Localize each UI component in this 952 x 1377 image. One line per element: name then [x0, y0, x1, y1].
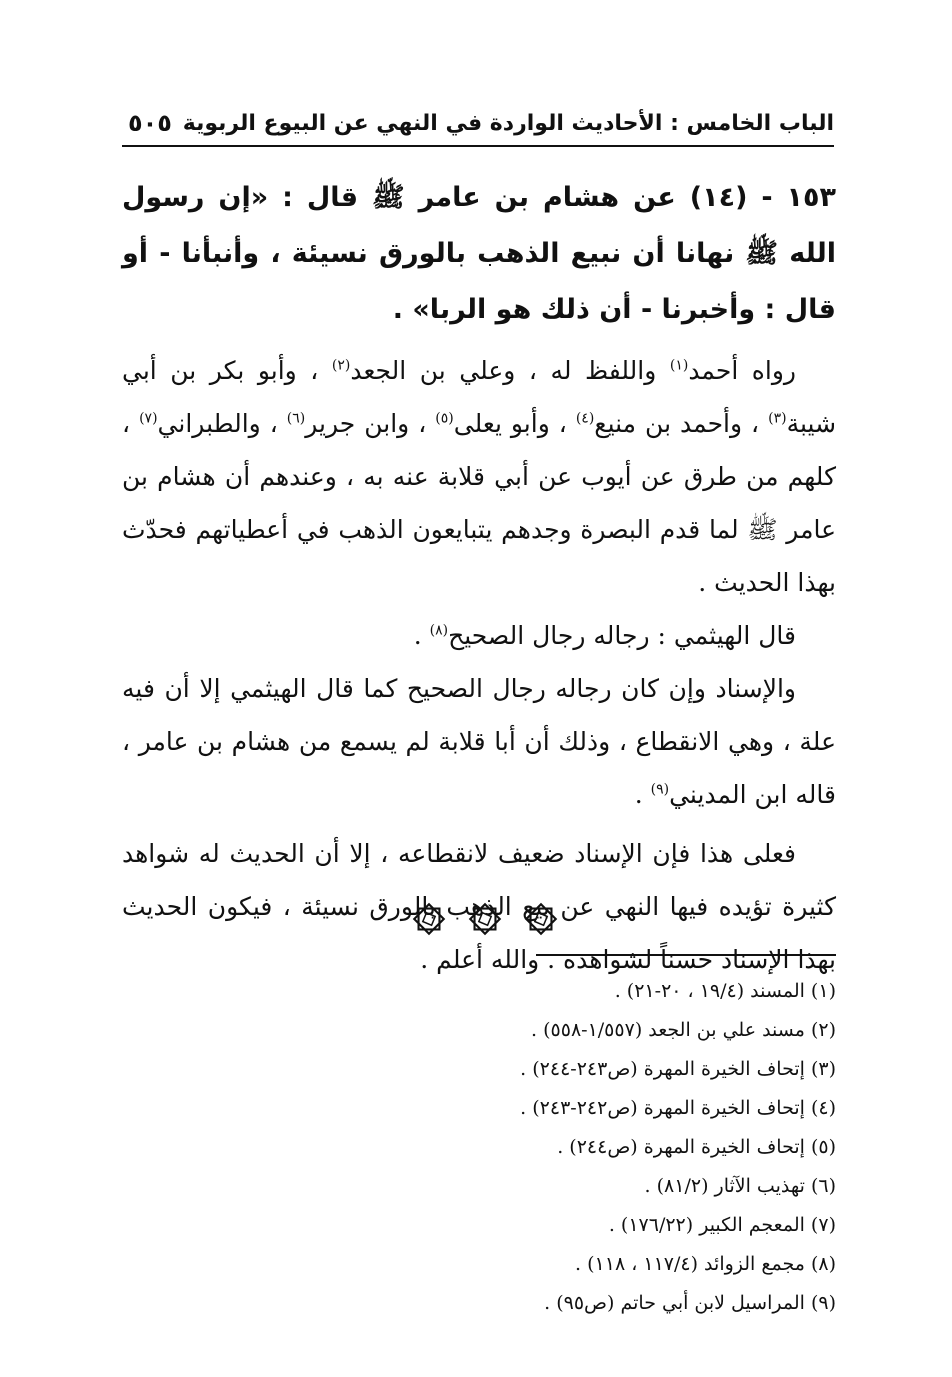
text-span: قال الهيثمي : رجاله رجال الصحيح	[448, 621, 796, 650]
paragraph-haythami	[122, 609, 836, 662]
text-span: ، والطبراني	[157, 409, 287, 438]
star-ornament-icon	[522, 900, 560, 938]
footnote-item: (٤) إتحاف الخيرة المهرة (ص٢٤٢-٢٤٣) .	[520, 1097, 836, 1119]
footnote-ref: (٧)	[139, 410, 158, 427]
footnotes	[122, 972, 836, 1323]
text-span: ، وأبو بكر بن أبي شيبة	[122, 356, 837, 438]
text-span: ، وأبو يعلى	[453, 409, 576, 438]
footnote-item: (٣) إتحاف الخيرة المهرة (ص٢٤٣-٢٤٤) .	[520, 1058, 836, 1080]
footnote-item: (٥) إتحاف الخيرة المهرة (ص٢٤٤) .	[557, 1136, 836, 1158]
footnote-ref: (٢)	[331, 357, 351, 374]
footnote-item: (١) المسند (١٩/٤ ، ٢٠-٢١) .	[614, 980, 836, 1002]
star-ornament-icon	[410, 900, 448, 938]
footnote-item: (٨) مجمع الزوائد (١١٧/٤ ، ١١٨) .	[575, 1253, 836, 1275]
footnote-item: (٧) المعجم الكبير (١٧٦/٢٢) .	[608, 1214, 836, 1236]
footnote-ref: (٨)	[429, 622, 449, 639]
text-span: ، وأحمد بن منيع	[594, 409, 769, 438]
footnote-item: (٩) المراسيل لابن أبي حاتم (ص٩٥) .	[544, 1292, 836, 1314]
footnote-ref: (٩)	[650, 781, 670, 798]
text-span: ، وابن جرير	[305, 409, 436, 438]
footnote-ref: (١)	[669, 357, 689, 374]
text-span: .	[634, 780, 651, 809]
page-number: ٥٠٥	[128, 109, 172, 137]
running-header	[122, 105, 834, 147]
text-span: .	[413, 621, 430, 650]
star-ornament-icon	[466, 900, 504, 938]
footnote-item: (٢) مسند علي بن الجعد (١/٥٥٧-٥٥٨) .	[531, 1019, 836, 1041]
footnote-ref: (٣)	[768, 410, 787, 427]
text-span: ، كلهم من طرق عن أيوب عن أبي قلابة عنه به ، وعندهم أن هشام بن عامر ﷺ لما قدم البصرة وجدهم يتبايعون الذهب في أعطياتهم فحدّث بهذا الحديث .	[122, 409, 836, 597]
footnote-item: (٦) تهذيب الآثار (٨١/٢) .	[644, 1175, 836, 1197]
text-span: والإسناد وإن كان رجاله رجال الصحيح كما قال الهيثمي إلا أن فيه علة ، وهي الانقطاع ، وذلك أن أبا قلابة لم يسمع من هشام بن عامر ، قاله ابن المديني	[122, 674, 836, 809]
chapter-title: الباب الخامس : الأحاديث الواردة في النهي عن البيوع الربوية	[182, 111, 834, 136]
paragraph-conclusion: فعلى هذا فإن الإسناد ضعيف لانقطاعه ، إلا أن الحديث له شواهد كثيرة تؤيده فيها النهي عن بيع الذهب بالورق نسيئة ، فيكون الحديث بهذا الإسناد حسناً لشواهده . والله أعلم .	[122, 839, 836, 974]
main-text	[122, 170, 836, 986]
footnote-ref: (٦)	[286, 410, 306, 427]
paragraph-isnad	[122, 662, 836, 821]
hadith-text: ١٥٣ - (١٤) عن هشام بن عامر ﷺ قال : «إن رسول الله ﷺ نهانا أن نبيع الذهب بالورق نسيئة ، وأنبأنا - أو قال : وأخبرنا - أن ذلك هو الربا» .	[122, 182, 836, 325]
text-span: رواه أحمد	[688, 356, 796, 385]
footnote-ref: (٤)	[575, 410, 595, 427]
footnote-ref: (٥)	[435, 410, 454, 427]
paragraph-takhrij	[122, 344, 836, 609]
footnote-separator	[536, 954, 836, 956]
section-ornaments	[410, 900, 560, 940]
text-span: واللفظ له ، وعلي بن الجعد	[350, 356, 670, 385]
